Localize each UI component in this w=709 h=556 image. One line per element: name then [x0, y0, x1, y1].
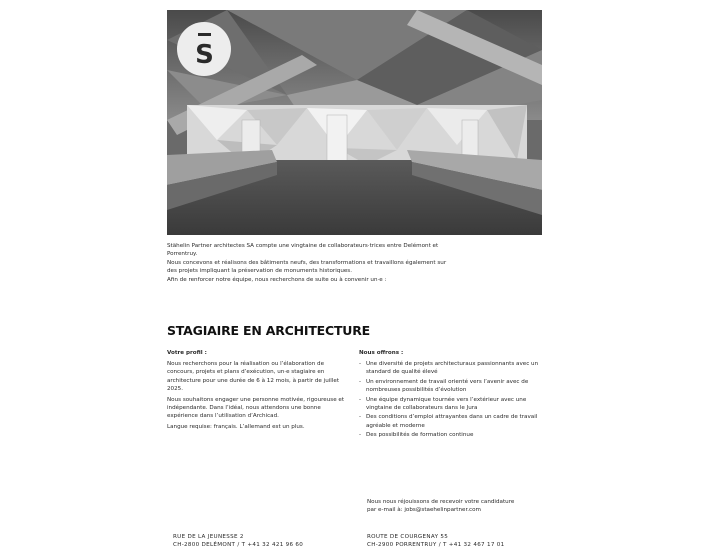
job-title: STAGIAIRE EN ARCHITECTURE: [167, 323, 371, 338]
closing-text: [367, 498, 567, 515]
address-delemont: [173, 533, 303, 549]
address-porrentruy: [367, 533, 505, 549]
offer-item: - Une diversité de projets architecturaux passionnants avec un standard de qualité élevé: [359, 360, 541, 377]
recruitment-call: Afin de renforcer notre équipe, nous recherchons de suite ou à convenir un·e :: [167, 277, 387, 283]
profile-section: [167, 349, 349, 433]
staehelin-logo-icon: [177, 22, 231, 76]
address-street: ROUTE DE COURGENAY 55: [367, 534, 449, 540]
offer-heading: Nous offrons :: [359, 350, 404, 356]
offer-item: - Des conditions d’emploi attrayantes dans un cadre de travail agréable et moderne: [359, 413, 541, 430]
offer-item: - Une équipe dynamique tournée vers l’extérieur avec une vingtaine de collaborateurs dans le Jura: [359, 396, 541, 413]
address-city-phone: CH-2900 PORRENTRUY / T +41 32 467 17 01: [367, 542, 505, 549]
architecture-photo: [167, 10, 542, 235]
intro-line: des projets impliquant la préservation de monuments historiques.: [167, 268, 353, 275]
closing-line: Nous nous réjouissons de recevoir votre candidature: [367, 499, 515, 505]
profile-paragraph: Langue requise: français. L’allemand est un plus.: [167, 423, 305, 430]
profile-paragraph: Nous souhaitons engager une personne motivée, rigoureuse et indépendante. Dans l’idéal, nous attendons une bonne expérience dans l’utilisation d’Archicad.: [167, 396, 345, 420]
offer-list: [359, 360, 541, 440]
offer-section: [359, 349, 541, 441]
address-street: RUE DE LA JEUNESSE 2: [173, 534, 244, 540]
address-city-phone: CH-2800 DELÉMONT / T +41 32 421 96 60: [173, 542, 304, 549]
profile-heading: Votre profil :: [167, 350, 207, 356]
intro-text: [167, 242, 467, 276]
intro-line: Stähelin Partner architectes SA compte une vingtaine de collaborateurs·trices entre Delémont et Porrentruy.: [167, 243, 439, 258]
intro-line: Nous concevons et réalisons des bâtiments neufs, des transformations et travaillons également sur: [167, 259, 447, 266]
logo-badge: [177, 22, 231, 76]
offer-item: - Des possibilités de formation continue: [359, 431, 541, 439]
offer-item: - Un environnement de travail orienté vers l’avenir avec de nombreuses possibilités d’évolution: [359, 378, 541, 395]
profile-paragraph: Nous recherchons pour la réalisation ou l’élaboration de concours, projets et plans d’exécution, un·e stagiaire en architecture pour une durée de 6 à 12 mois, à partir de juillet 2025.: [167, 361, 340, 393]
contact-email[interactable]: par e-mail à: jobs@staehelinpartner.com: [367, 507, 481, 514]
logo-letter: S: [195, 40, 214, 70]
